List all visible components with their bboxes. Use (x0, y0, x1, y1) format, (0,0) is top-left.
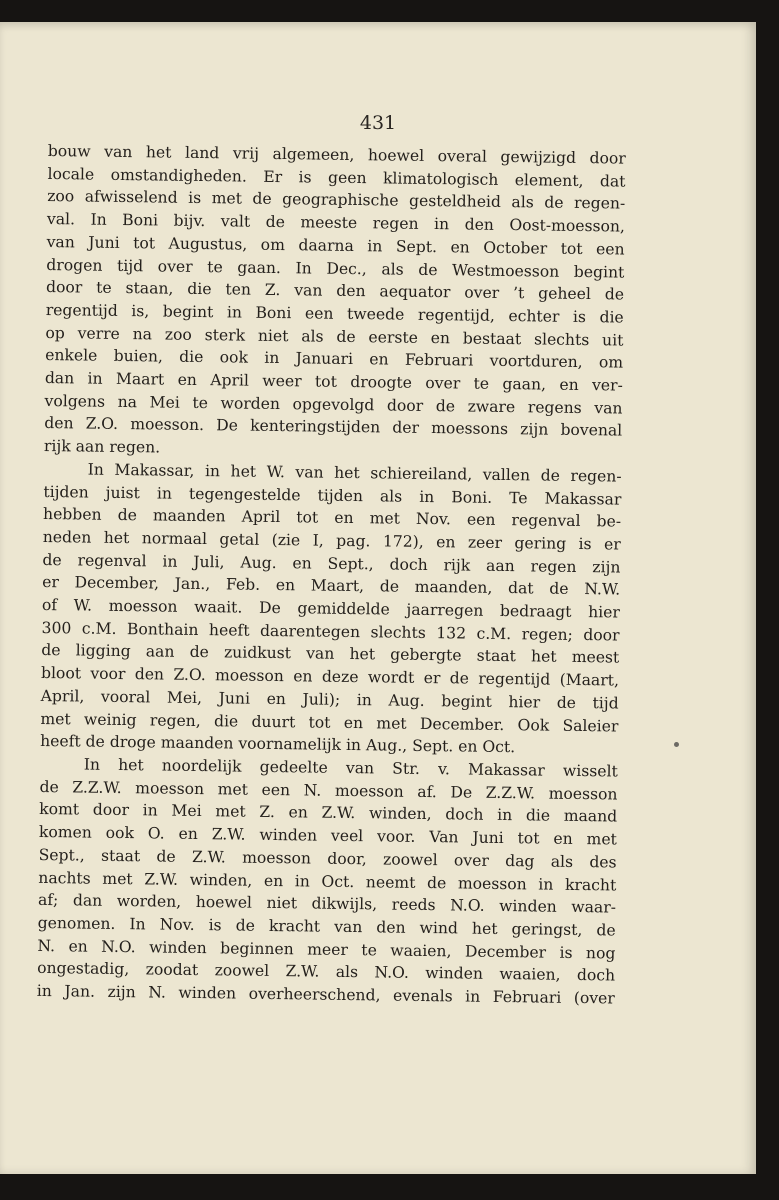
text-line: de regenval in Juli, Aug. en Sept., doch rijk aan regen zijn (42, 550, 621, 577)
body-text (37, 140, 626, 1010)
text-line: den Z.O. moesson. De kenteringstijden der moessons zijn bovenal (44, 414, 623, 440)
text-line: val. In Boni bijv. valt de meeste regen in den Oost-moesson, (46, 210, 626, 236)
text-line: In Makassar, in het W. van het schiereiland, vallen de regen- (87, 460, 622, 486)
text-line: komt door in Mei met Z. en Z.W. winden, doch in die maand (39, 800, 618, 826)
text-line: ongestadig, zoodat zoowel Z.W. als N.O. winden waaien, doch (37, 959, 616, 985)
text-line: neden het normaal getal (zie I, pag. 172), en zeer gering is er (42, 527, 621, 554)
text-line: dan in Maart en April weer tot droogte over te gaan, en ver- (44, 369, 623, 395)
text-line: de Z.Z.W. moesson met een N. moesson af. De Z.Z.W. moesson (39, 777, 618, 804)
text-line: met weinig regen, die duurt tot en met December. Ook Saleier (40, 709, 619, 736)
text-line: regentijd is, begint in Boni een tweede regentijd, echter is die (45, 300, 624, 327)
text-line: 300 c.M. Bonthain heeft daarentegen slechts 132 c.M. regen; door (41, 618, 620, 645)
text-line: April, vooral Mei, Juni en Juli); in Aug. begint hier de tijd (40, 686, 619, 713)
text-line: locale omstandigheden. Er is geen klimatologisch element, dat (47, 164, 626, 191)
text-line: enkele buien, die ook in Januari en Februari voortduren, om (45, 346, 624, 372)
text-line: Sept., staat de Z.W. moesson door, zoowel over dag als des (38, 845, 617, 872)
text-line: in Jan. zijn N. winden overheerschend, evenals in Februari (over (36, 981, 615, 1008)
text-line: of W. moesson waait. De gemiddelde jaarregen bedraagt hier (41, 596, 620, 622)
text-line: op verre na zoo sterk niet als de eerste en bestaat slechts uit (45, 323, 624, 350)
text-line: bloot voor den Z.O. moesson en deze wordt er de regentijd (Maart, (40, 664, 620, 690)
text-line: bouw van het land vrij algemeen, hoewel overal gewijzigd door (47, 141, 626, 168)
text-line: zoo afwisselend is met de geographische gesteldheid als de regen- (47, 187, 626, 213)
text-line: drogen tijd over te gaan. In Dec., als de Westmoesson begint (46, 255, 625, 282)
text-line: volgens na Mei te worden opgevolgd door de zware regens van (44, 391, 623, 418)
text-line: rijk aan regen. (43, 437, 161, 457)
text-line: N. en N.O. winden beginnen meer te waaien, December is nog (37, 936, 616, 963)
text-line: genomen. In Nov. is de kracht van den wind het geringst, de (37, 913, 616, 940)
text-line: de ligging aan de zuidkust van het gebergte staat het meest (41, 641, 620, 667)
text-line: van Juni tot Augustus, om daarna in Sept. en October tot een (46, 232, 625, 259)
text-line: er December, Jan., Feb. en Maart, de maanden, dat de N.W. (42, 573, 621, 599)
text-line: hebben de maanden April tot en met Nov. een regenval be- (42, 505, 622, 531)
text-line: heeft de droge maanden voornamelijk in Aug., Sept. en Oct. (40, 732, 516, 757)
book-page (0, 22, 756, 1174)
paper-speck (674, 742, 679, 747)
text-line: In het noordelijk gedeelte van Str. v. Makassar wisselt (83, 755, 618, 781)
page-number: 431 (359, 112, 397, 134)
text-line: tijden juist in tegengestelde tijden als in Boni. Te Makassar (43, 482, 622, 509)
text-line: af; dan worden, hoewel niet dikwijls, reeds N.O. winden waar- (37, 891, 617, 917)
text-line: door te staan, die ten Z. van den aequator over ’t geheel de (45, 278, 625, 304)
text-line: nachts met Z.W. winden, en in Oct. neemt de moesson in kracht (38, 868, 617, 895)
text-line: komen ook O. en Z.W. winden veel voor. Van Juni tot en met (38, 823, 618, 849)
